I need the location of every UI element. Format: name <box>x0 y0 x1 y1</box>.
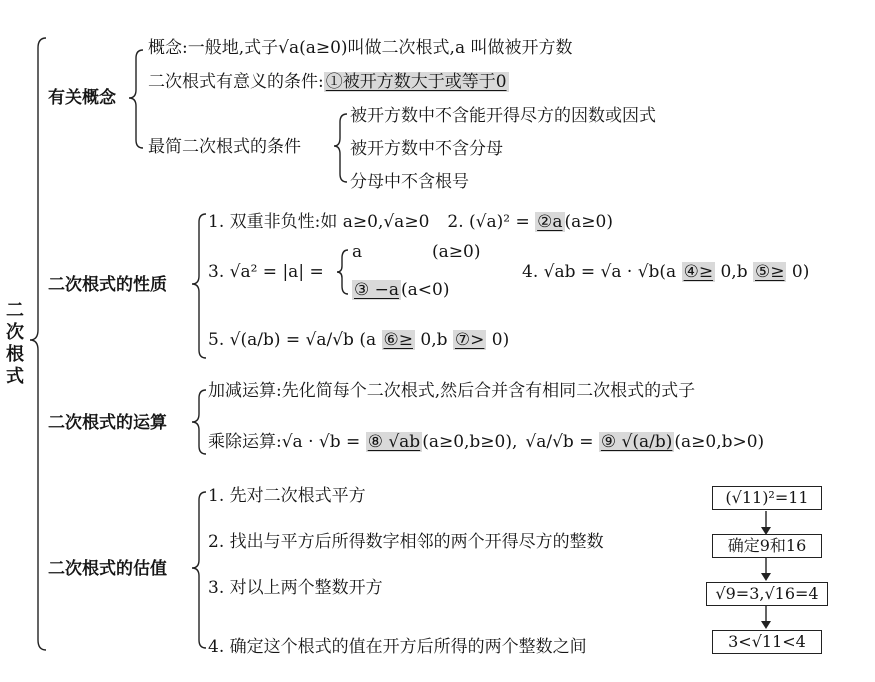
simplest-cond-2: 被开方数中不含分母 <box>350 139 503 159</box>
case-bracket <box>337 250 348 294</box>
property-3-lhs: 3. √a² = |a| = <box>208 262 324 282</box>
concept-definition: 概念:一般地,式子√a(a≥0)叫做二次根式,a 叫做被开方数 <box>148 38 573 58</box>
flow-box-3: √9=3,√16=4 <box>706 582 828 606</box>
estimate-step-1: 1. 先对二次根式平方 <box>208 486 366 506</box>
section-title-estimation: 二次根式的估值 <box>48 559 167 579</box>
section-title-concepts: 有关概念 <box>48 88 116 108</box>
simplest-cond-1: 被开方数中不含能开得尽方的因数或因式 <box>350 106 656 126</box>
property-4-text: 4. √ab = √a · √b(a <box>522 262 682 282</box>
operation-bracket <box>192 390 206 454</box>
answer-9: ⑨ √(a/b) <box>600 432 673 452</box>
estimate-step-3: 3. 对以上两个整数开方 <box>208 578 383 598</box>
section-title-properties: 二次根式的性质 <box>48 275 167 295</box>
div-lhs: √a/√b = <box>525 432 599 452</box>
add-sub-operation: 加减运算:先化简每个二次根式,然后合并含有相同二次根式的式子 <box>208 381 696 401</box>
property-3-case-1: a <box>352 242 363 262</box>
flow-box-1: (√11)²=11 <box>712 486 822 510</box>
simplest-bracket <box>334 114 347 182</box>
property-5 <box>208 330 509 350</box>
property-4 <box>522 262 809 282</box>
answer-5: ⑤≥ <box>755 262 785 282</box>
answer-4: ④≥ <box>683 262 714 282</box>
property-2-tail: (a≥0) <box>564 212 613 232</box>
concept-bracket <box>129 50 143 148</box>
property-5-mid: 0,b <box>415 330 453 350</box>
property-2-text: 2. (√a)² = <box>447 212 536 232</box>
answer-1: ①被开方数大于或等于0 <box>325 72 507 92</box>
property-3-cond-2: (a<0) <box>401 280 450 300</box>
flow-box-4: 3<√11<4 <box>712 630 822 654</box>
estimate-bracket <box>192 492 206 648</box>
answer-8: ⑧ √ab <box>367 432 421 452</box>
simplest-cond-3: 分母中不含根号 <box>350 172 469 192</box>
condition-prefix: 二次根式有意义的条件: <box>148 72 324 92</box>
property-4-mid: 0,b <box>715 262 753 282</box>
property-bracket <box>192 214 206 358</box>
property-5-tail: 0) <box>486 330 510 350</box>
section-title-operations: 二次根式的运算 <box>48 413 167 433</box>
answer-2: ②a <box>537 212 563 232</box>
div-cond: (a≥0,b>0) <box>674 432 765 452</box>
mul-cond: (a≥0,b≥0), <box>422 432 518 452</box>
answer-6: ⑥≥ <box>383 330 413 350</box>
answer-7: ⑦> <box>454 330 485 350</box>
estimate-step-2: 2. 找出与平方后所得数字相邻的两个开得尽方的整数 <box>208 532 604 552</box>
mul-div-operation <box>208 432 764 452</box>
property-4-tail: 0) <box>786 262 810 282</box>
condition-meaningful <box>148 72 509 92</box>
root-bracket <box>30 38 46 650</box>
estimate-step-4: 4. 确定这个根式的值在开方后所得的两个整数之间 <box>208 637 587 657</box>
answer-3: ③ −a <box>354 280 400 300</box>
property-3-cond-1: (a≥0) <box>432 242 481 262</box>
flow-box-2: 确定9和16 <box>712 534 822 558</box>
property-1-2 <box>208 212 613 232</box>
root-title: 二次根式 <box>6 300 24 387</box>
property-1-text: 1. 双重非负性:如 a≥0,√a≥0 <box>208 212 430 232</box>
mul-div-prefix: 乘除运算:√a · √b = <box>208 432 366 452</box>
simplest-label: 最简二次根式的条件 <box>148 137 301 157</box>
property-5-text: 5. √(a/b) = √a/√b (a <box>208 330 382 350</box>
property-3-case-2 <box>352 280 450 300</box>
